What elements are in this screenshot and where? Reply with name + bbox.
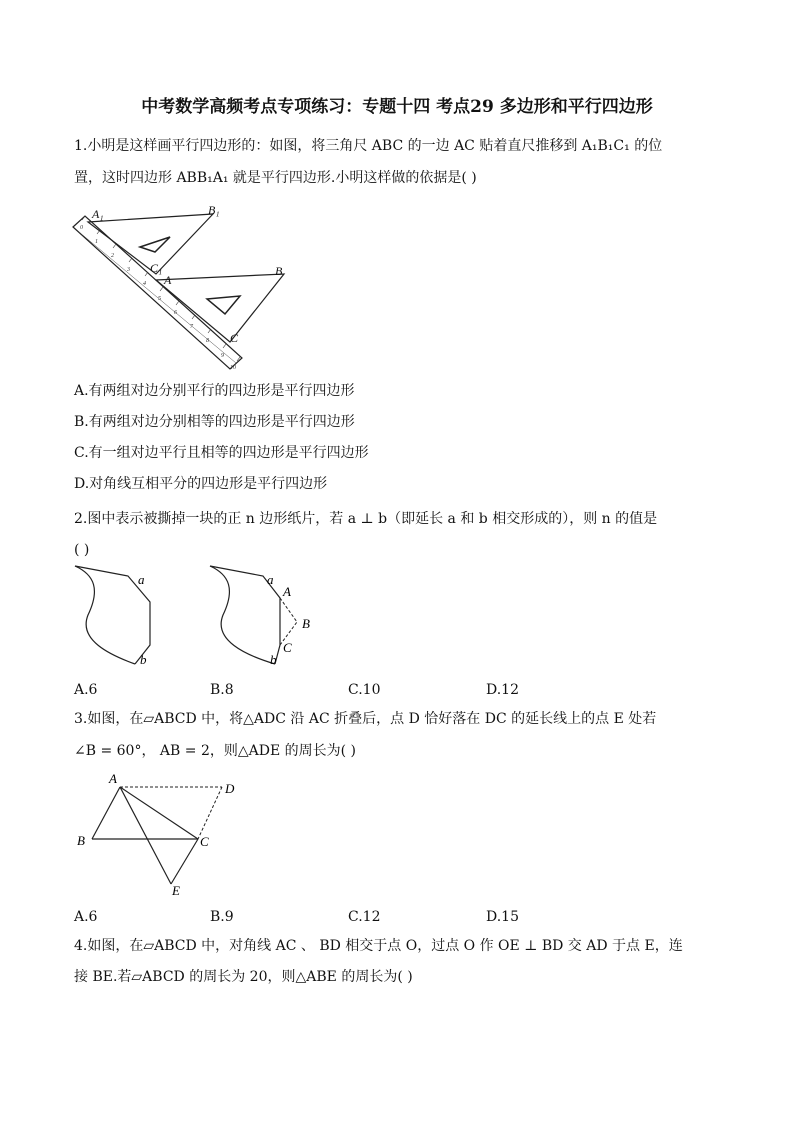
- q2-text-line2: ( ): [74, 542, 90, 558]
- q4-text-line2: 接 BE.若▱ABCD 的周长为 20，则△ABE 的周长为( ): [74, 969, 413, 985]
- q1-option-c: C.有一组对边平行且相等的四边形是平行四边形: [74, 445, 369, 461]
- q3-label-e: E: [172, 883, 180, 898]
- q3-text-line1: 3.如图，在▱ABCD 中，将△ADC 沿 AC 折叠后，点 D 恰好落在 DC 的延长线上的点 E 处若: [74, 711, 657, 727]
- label-b1: B₁: [208, 203, 220, 217]
- q1-text-line2: 置，这时四边形 ABB₁A₁ 就是平行四边形.小明这样做的依据是( ): [74, 170, 477, 186]
- q2-option-d: D.12: [486, 682, 519, 698]
- q2-option-a: A.6: [74, 682, 98, 698]
- q1-option-b: B.有两组对边分别相等的四边形是平行四边形: [74, 414, 355, 430]
- triangle-a1b1c1-hole: [140, 237, 170, 252]
- q1-option-d: D.对角线互相平分的四边形是平行四边形: [74, 476, 328, 492]
- q4-text-line1: 4.如图，在▱ABCD 中，对角线 AC 、 BD 相交于点 O，过点 O 作 OE ⊥ BD 交 AD 于点 E，连: [74, 938, 683, 954]
- q3-option-b: B.9: [210, 909, 234, 925]
- q3-label-d: D: [225, 781, 235, 796]
- ruler-tick-1: 1: [95, 239, 98, 245]
- triangle-abc-hole: [207, 296, 240, 314]
- ruler-tick-4: 4: [143, 281, 146, 287]
- ruler-tick-0: 0: [80, 225, 83, 231]
- q3-figure: [70, 770, 250, 900]
- q3-text-line2: ∠B = 60°， AB = 2，则△ADE 的周长为( ): [74, 743, 356, 759]
- q2-option-c: C.10: [348, 682, 381, 698]
- q1-figure: [70, 202, 283, 372]
- label-a: A: [164, 273, 172, 287]
- q3-option-c: C.12: [348, 909, 381, 925]
- q3-option-a: A.6: [74, 909, 98, 925]
- q2-right-label-b: b: [270, 652, 277, 667]
- ruler-tick-10: 10: [230, 365, 236, 371]
- q2-right-label-cap-c: C: [283, 640, 292, 655]
- q2-text-line1: 2.图中表示被撕掉一块的正 n 边形纸片，若 a ⊥ b（即延长 a 和 b 相交形成的），则 n 的值是: [74, 511, 658, 527]
- ruler-tick-2: 2: [111, 253, 114, 259]
- q3-label-a: A: [109, 771, 117, 786]
- ruler-tick-3: 3: [127, 267, 130, 273]
- page-title: 中考数学高频考点专项练习：专题十四 考点29 多边形和平行四边形: [141, 97, 653, 117]
- q3-label-b: B: [77, 833, 85, 848]
- q2-right-label-a: a: [267, 572, 274, 587]
- q2-option-b: B.8: [210, 682, 234, 698]
- label-b: B: [275, 264, 283, 278]
- ruler-tick-8: 8: [206, 338, 209, 344]
- q3-label-c: C: [200, 834, 209, 849]
- q1-option-a: A.有两组对边分别平行的四边形是平行四边形: [74, 383, 355, 399]
- label-c: C: [230, 331, 239, 345]
- q2-left-label-b: b: [140, 652, 147, 667]
- q2-right-label-cap-a: A: [283, 584, 291, 599]
- q2-figure-left: [70, 560, 160, 670]
- label-a1: A₁: [92, 207, 104, 221]
- ruler-tick-5: 5: [158, 296, 161, 302]
- ruler-tick-7: 7: [190, 324, 193, 330]
- ruler-tick-6: 6: [174, 310, 177, 316]
- q2-left-label-a: a: [138, 572, 145, 587]
- q2-right-label-cap-b: B: [302, 616, 310, 631]
- ruler-tick-9: 9: [221, 353, 224, 359]
- label-c1: C₁: [150, 261, 163, 275]
- ruler: [73, 216, 242, 369]
- q2-figure-right: [205, 560, 325, 670]
- q1-text-line1: 1.小明是这样画平行四边形的：如图，将三角尺 ABC 的一边 AC 贴着直尺推移到 A₁B₁C₁ 的位: [74, 138, 663, 154]
- q3-option-d: D.15: [486, 909, 519, 925]
